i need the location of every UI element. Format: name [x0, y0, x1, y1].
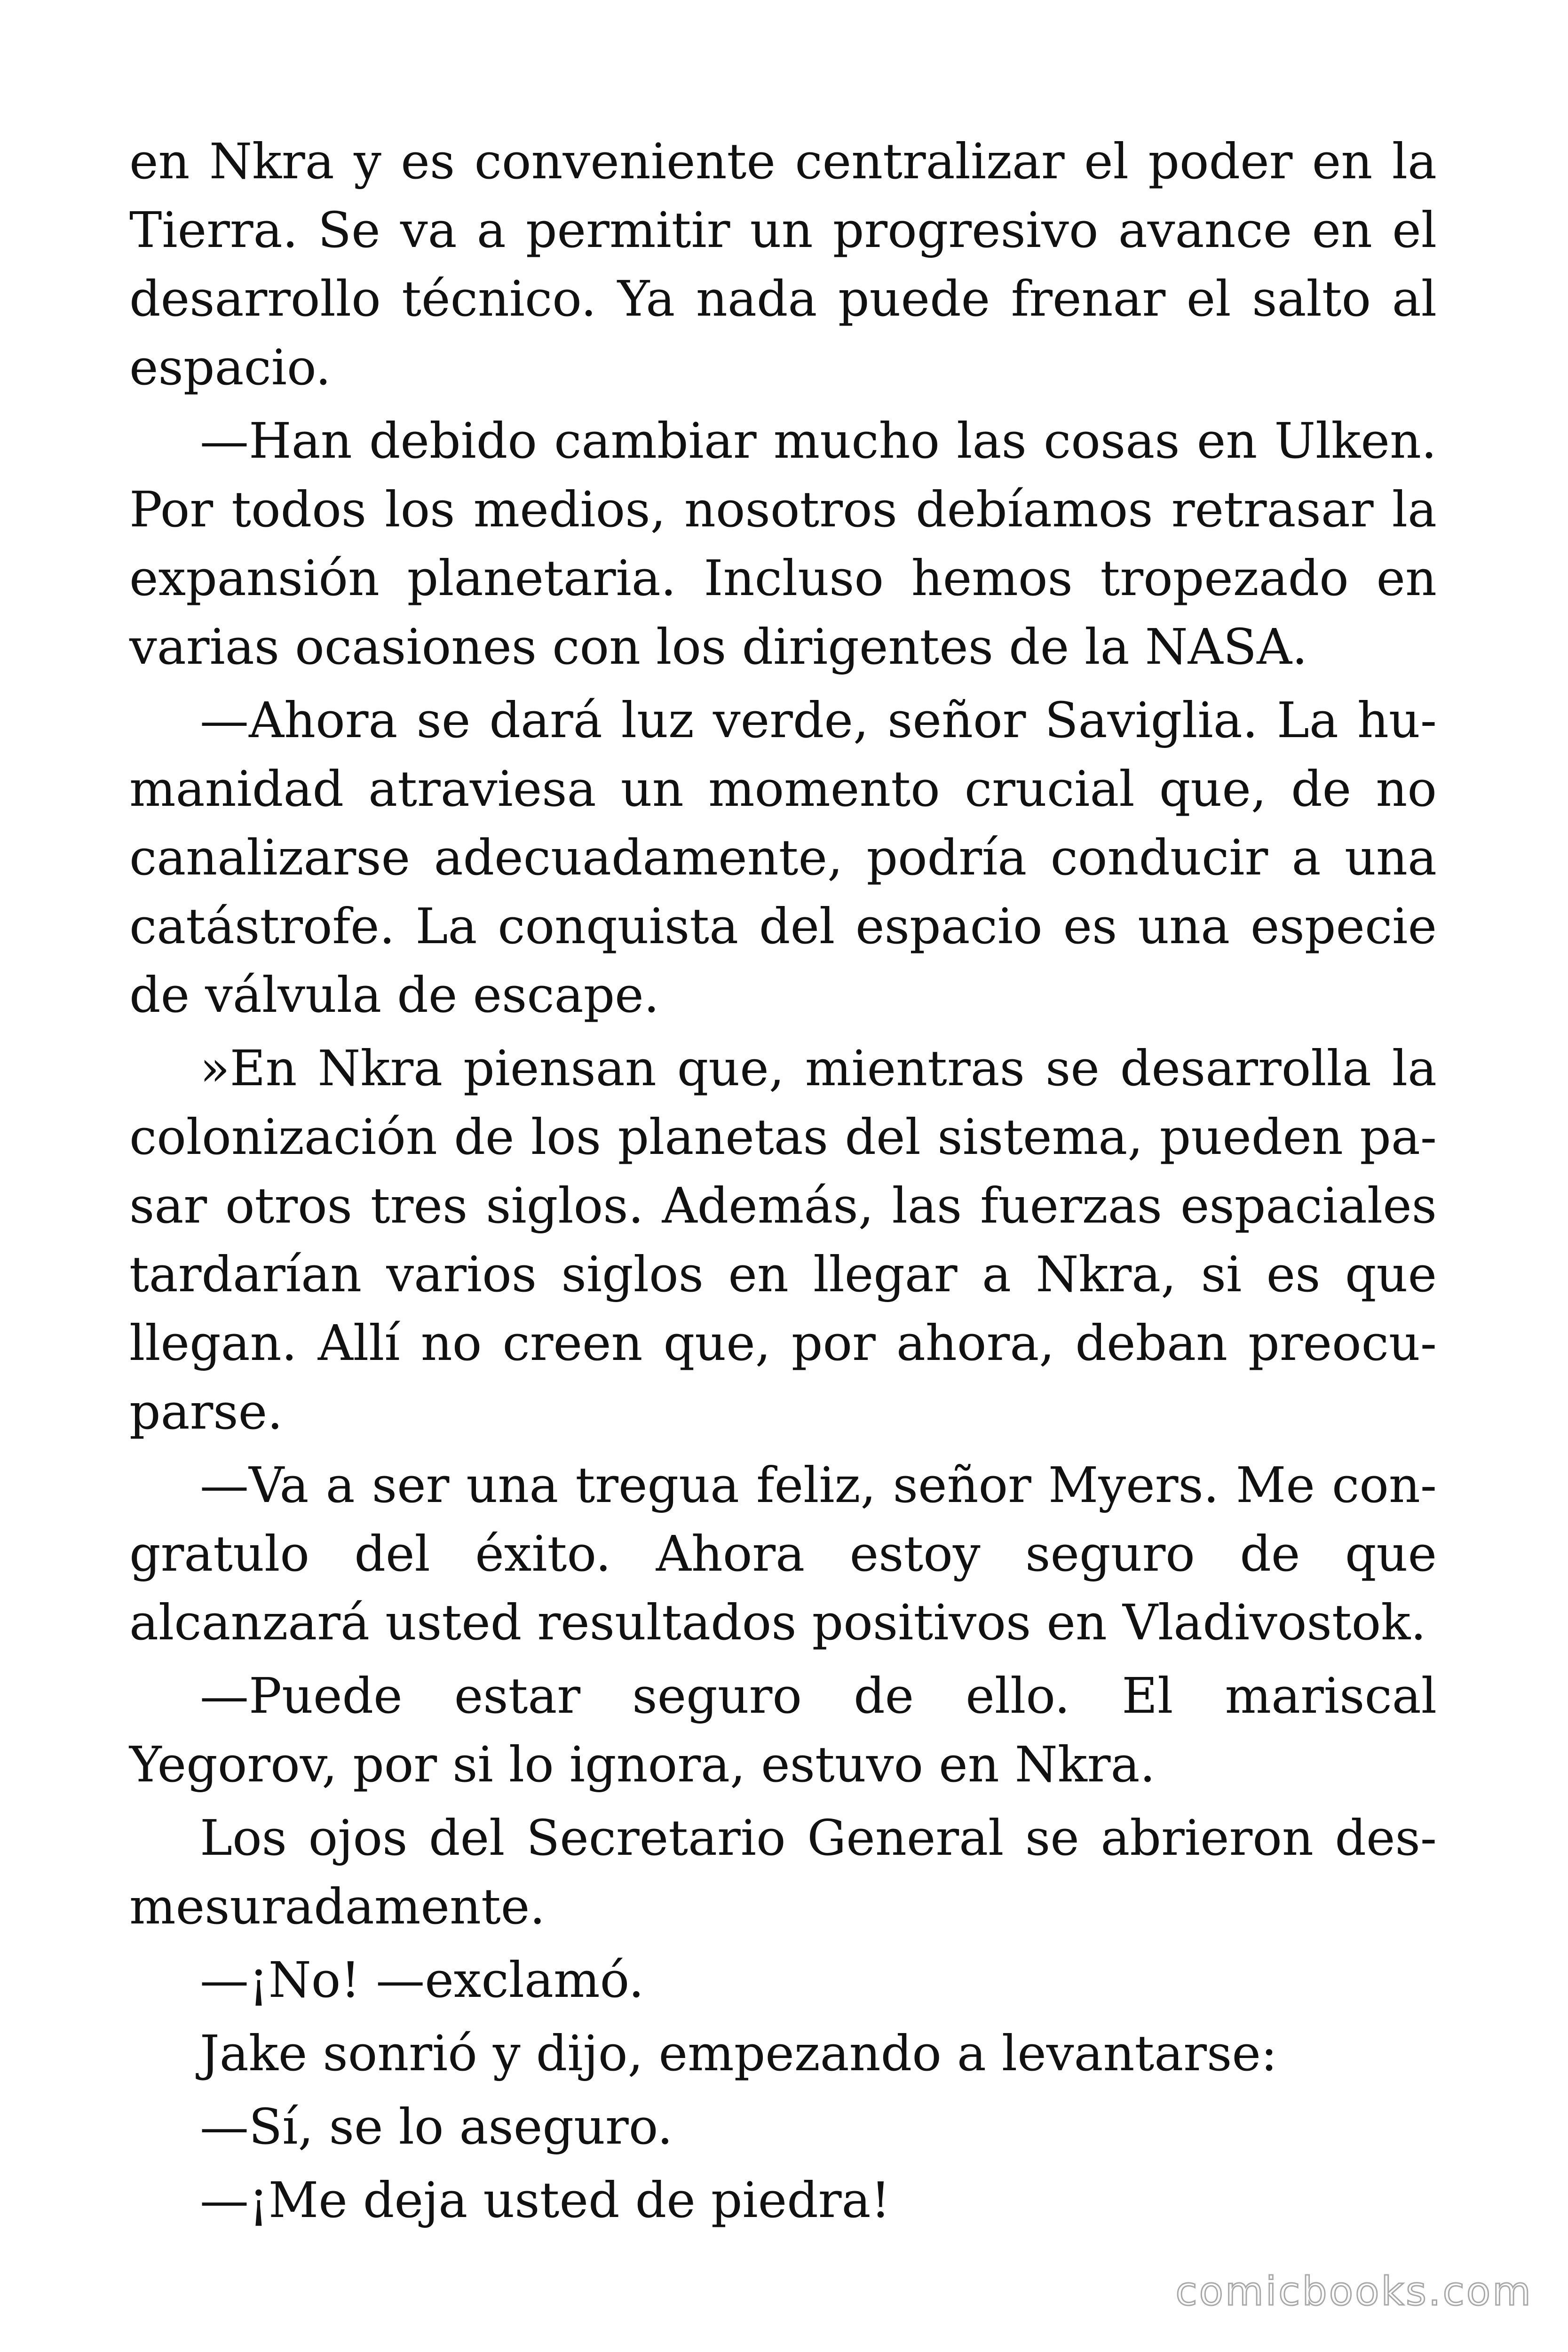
- paragraph: »En Nkra piensan que, mientras se desarrolla la colonización de los planetas del sistema, pueden pasar otros tres siglos. Además, las fuerzas espaciales tardarían varios siglos en llegar a Nkra, si es que llegan. Allí no creen que, por ahora, deban preocuparse.: [129, 1040, 1437, 1440]
- paragraph: —Han debido cambiar mucho las cosas en Ulken. Por todos los medios, nosotros debíamos retrasar la expansión planetaria. Incluso hemos tropezado en varias ocasiones con los dirigentes de la NASA.: [129, 412, 1437, 675]
- paragraph: —Va a ser una tregua feliz, señor Myers. Me congratulo del éxito. Ahora estoy seguro de que alcanzará usted resultados positivos en Vladivostok.: [129, 1456, 1437, 1651]
- watermark: comicbooks.com: [1175, 2268, 1533, 2314]
- paragraph: —Puede estar seguro de ello. El mariscal Yegorov, por si lo ignora, estuvo en Nkra.: [129, 1667, 1437, 1793]
- paragraph: Los ojos del Secretario General se abrieron desmesuradamente.: [129, 1809, 1437, 1935]
- paragraph: —Sí, se lo aseguro.: [200, 2098, 673, 2155]
- paragraph: —¡No! —exclamó.: [200, 1951, 644, 2009]
- paragraph: en Nkra y es conveniente centralizar el poder en la Tierra. Se va a permitir un progresivo avance en el desarrollo técnico. Ya nada puede frenar el salto al espacio.: [129, 133, 1437, 396]
- paragraph: —Ahora se dará luz verde, señor Saviglia. La humanidad atraviesa un momento crucial que, de no canalizarse adecuadamente, podría conducir a una catástrofe. La conquista del espacio es una especie de válvula de escape.: [129, 691, 1437, 1024]
- body-text: [129, 127, 1437, 2234]
- paragraph: Jake sonrió y dijo, empezando a levantarse:: [200, 2025, 1277, 2082]
- paragraph: —¡Me deja usted de piedra!: [200, 2171, 891, 2229]
